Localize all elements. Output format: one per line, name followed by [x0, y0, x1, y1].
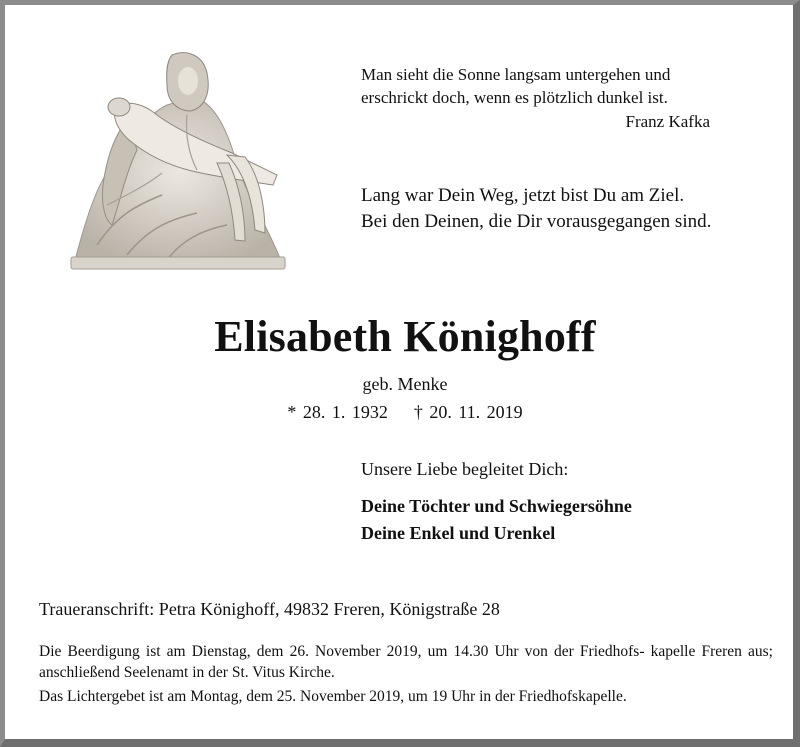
life-dates [5, 402, 800, 423]
mourners-intro: Unsere Liebe begleitet Dich: [361, 459, 569, 479]
birth-date: * 28. 1. 1932 [287, 402, 388, 422]
deceased-name: Elisabeth Könighoff [214, 312, 596, 361]
quote-author: Franz Kafka [625, 112, 710, 131]
funeral-notice: Die Beerdigung ist am Dienstag, dem 26. November 2019, um 14.30 Uhr von der Friedhofs- kapelle Freren aus; anschließend Seelenamt in der St. Vitus Kirche. [39, 643, 773, 681]
mourner-group: Deine Enkel und Urenkel [361, 523, 556, 543]
mourner-group: Deine Töchter und Schwiegersöhne [361, 496, 632, 516]
funeral-notices [39, 641, 773, 707]
quote-line: Man sieht die Sonne langsam untergehen und [361, 65, 671, 84]
maiden-name: geb. Menke [362, 374, 448, 394]
verse-line: Lang war Dein Weg, jetzt bist Du am Ziel. [361, 185, 685, 206]
kafka-quote [361, 63, 670, 109]
mourners-list [361, 493, 632, 547]
death-date: † 20. 11. 2019 [413, 402, 523, 422]
quote-line: erschrickt doch, wenn es plötzlich dunkel ist. [361, 88, 668, 107]
prayer-notice: Das Lichtergebet ist am Montag, dem 25. November 2019, um 19 Uhr in der Friedhofskapelle. [39, 688, 627, 705]
memorial-verse [361, 183, 711, 235]
verse-line: Bei den Deinen, die Dir vorausgegangen sind. [361, 211, 712, 232]
mourning-address: Traueranschrift: Petra Könighoff, 49832 Freren, Königstraße 28 [39, 599, 500, 619]
pieta-sculpture-image [67, 45, 289, 273]
